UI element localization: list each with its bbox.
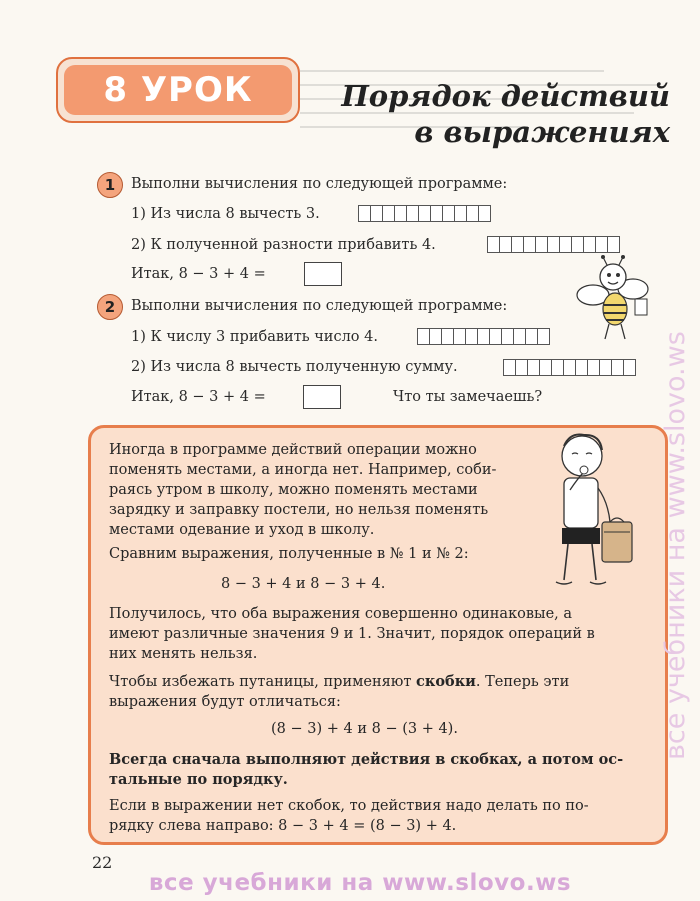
info-paragraph-5: Если в выражении нет скобок, то действия надо делать по по- рядку слева направо: 8 − 3 + 4 = (8 − 3) + 4. xyxy=(109,798,589,834)
page-number: 22 xyxy=(92,853,113,872)
rule-statement: Всегда сначала выполняют действия в скобках, а потом ос- тальные по порядку. xyxy=(109,751,624,788)
exercise-1-step-2: 2) К полученной разности прибавить 4. xyxy=(131,237,436,253)
title-line-1: Порядок действий xyxy=(341,79,670,113)
watermark-side: все учебники на www.slovo.ws xyxy=(660,331,691,760)
info-paragraph-3: Получилось, что оба выражения совершенно одинаковые, а имеют различные значения 9 и 1. Значит, порядок операций в них менять нельзя. xyxy=(109,606,595,662)
info-paragraph-1: Иногда в программе действий операции можно поменять местами, а иногда нет. Например, соби- раясь утром в школу, можно поменять местами зарядку и заправку постели, но нельзя поменять местами одевание и уход в школу. xyxy=(109,442,497,538)
exercise-1-number: 1 xyxy=(97,172,123,198)
exercise-2-question: Что ты замечаешь? xyxy=(393,389,543,405)
exercise-2-step-1: 1) К числу 3 прибавить число 4. xyxy=(131,329,378,345)
exercise-2-step-2: 2) Из числа 8 вычесть полученную сумму. xyxy=(131,359,458,375)
answer-cells-2-2[interactable] xyxy=(503,359,635,376)
answer-cells-2-1[interactable] xyxy=(417,328,549,345)
expression-brackets: (8 − 3) + 4 и 8 − (3 + 4). xyxy=(271,721,458,737)
answer-cells-1-1[interactable] xyxy=(358,205,490,222)
bee-illustration-icon xyxy=(575,255,655,345)
page-title xyxy=(310,78,670,150)
exercise-1-result: Итак, 8 − 3 + 4 = xyxy=(131,266,266,282)
lesson-label: 8 УРОК xyxy=(103,70,253,110)
info-paragraph-4: Чтобы избежать путаницы, применяют скобки. Теперь эти выражения будут отличаться: xyxy=(109,673,570,710)
exercise-2-number: 2 xyxy=(97,294,123,320)
exercise-1-step-1: 1) Из числа 8 вычесть 3. xyxy=(131,206,320,222)
keyword-brackets: скобки xyxy=(416,673,476,690)
exercise-2-answer-box[interactable] xyxy=(303,385,341,409)
exercise-2-prompt: Выполни вычисления по следующей программе: xyxy=(131,298,508,314)
title-line-2: в выражениях xyxy=(414,115,670,149)
boy-illustration-icon xyxy=(540,430,635,595)
exercise-1-prompt: Выполни вычисления по следующей программе: xyxy=(131,176,508,192)
exercise-2-result: Итак, 8 − 3 + 4 = xyxy=(131,389,266,405)
exercise-1-answer-box[interactable] xyxy=(304,262,342,286)
expression-comparison: 8 − 3 + 4 и 8 − 3 + 4. xyxy=(221,576,386,592)
watermark-bottom: все учебники на www.slovo.ws xyxy=(148,870,572,896)
answer-cells-1-2[interactable] xyxy=(487,236,619,253)
lesson-badge xyxy=(56,57,300,123)
info-paragraph-2: Сравним выражения, полученные в № 1 и № 2: xyxy=(109,546,469,562)
